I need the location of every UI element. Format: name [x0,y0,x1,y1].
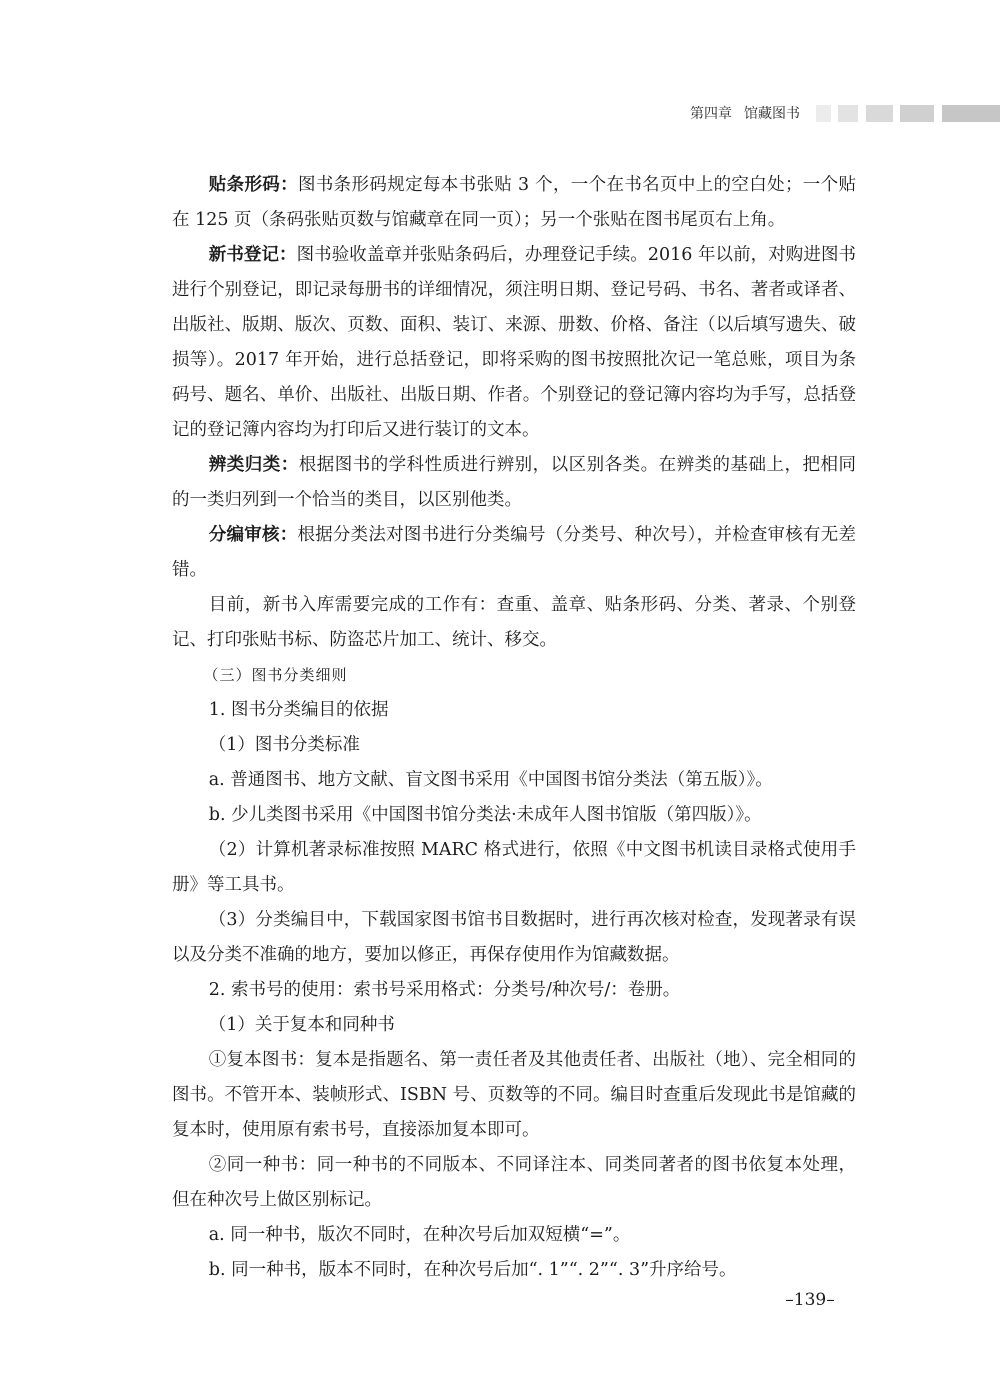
header-bar-3 [866,105,893,122]
header-bar-1 [816,105,831,122]
list-item: a. 普通图书、地方文献、盲文图书采用《中国图书馆分类法（第五版）》。 [208,770,773,790]
subsection-heading: 1. 图书分类编目的依据 [208,700,389,720]
section-heading: （三）图书分类细则 [203,666,348,684]
header-bar-4 [900,105,934,122]
chapter-title: 馆藏图书 [744,106,800,122]
item-heading: （1）图书分类标准 [208,735,360,755]
paragraph-lead: 分编审核： [208,525,298,545]
list-item: a. 同一种书，版次不同时，在种次号后加双短横“=”。 [208,1225,631,1245]
paragraph-classify [172,448,856,518]
header-bar-5 [942,105,1000,122]
paragraph-workflow: 目前，新书入库需要完成的工作有：查重、盖章、贴条形码、分类、著录、个别登记、打印张贴书标、防盗芯片加工、统计、移交。 [172,595,856,650]
page-body [172,168,856,1288]
paragraph-text: 根据图书的学科性质进行辨别，以区别各类。在辨类的基础上，把相同的一类归列到一个恰当的类目，以区别他类。 [172,455,857,510]
paragraph-same-book: ②同一种书：同一种书的不同版本、不同译注本、同类同著者的图书依复本处理，但在种次号上做区别标记。 [172,1155,856,1210]
item-heading: （1）关于复本和同种书 [208,1015,395,1035]
running-header [0,103,1000,125]
paragraph-text: 根据分类法对图书进行分类编号（分类号、种次号），并检查审核有无差错。 [172,525,857,580]
list-item: b. 少儿类图书采用《中国图书馆分类法·未成年人图书馆版（第四版）》。 [208,805,762,825]
paragraph-lead: 新书登记： [208,245,297,265]
paragraph-text: 图书验收盖章并张贴条码后，办理登记手续。2016 年以前，对购进图书进行个别登记，即记录每册书的详细情况，须注明日期、登记号码、书名、著者或译者、出版社、版期、版次、页数、面积、装订、来源、册数、价格、备注（以后填写遗失、破损等）。2017 年开始，进行总括登记，即将采购的图书按照批次记一笔总账，项目为条码号、题名、单价、出版社、出版日期、作者。个别登记的登记簿内容均为手写，总括登记的登记簿内容均为打印后又进行装订的文本。 [172,245,857,440]
chapter-number: 第四章 [690,106,732,122]
page-number: –139– [785,1290,835,1310]
chapter-heading [690,103,800,125]
paragraph-download: （3）分类编目中，下载国家图书馆书目数据时，进行再次核对检查，发现著录有误以及分类不准确的地方，要加以修正，再保存使用作为馆藏数据。 [172,910,856,965]
paragraph-lead: 辨类归类： [208,455,299,475]
paragraph-copies: ①复本图书：复本是指题名、第一责任者及其他责任者、出版社（地）、完全相同的图书。不管开本、装帧形式、ISBN 号、页数等的不同。编目时查重后发现此书是馆藏的复本时，使用原有索书号，直接添加复本即可。 [172,1050,856,1140]
paragraph-review [172,518,856,588]
paragraph-marc: （2）计算机著录标准按照 MARC 格式进行，依照《中文图书机读目录格式使用手册》等工具书。 [172,840,856,895]
list-item: b. 同一种书，版本不同时，在种次号后加“. 1”“. 2”“. 3”升序给号。 [208,1260,737,1280]
subsection-heading: 2. 索书号的使用：索书号采用格式：分类号/种次号/：卷册。 [208,980,681,1000]
header-bar-2 [838,105,858,122]
paragraph-text: 图书条形码规定每本书张贴 3 个，一个在书名页中上的空白处；一个贴在 125 页（条码张贴页数与馆藏章在同一页）；另一个张贴在图书尾页右上角。 [172,175,856,230]
paragraph-registration [172,238,856,448]
paragraph-lead: 贴条形码： [208,175,298,195]
paragraph-barcode [172,168,856,238]
